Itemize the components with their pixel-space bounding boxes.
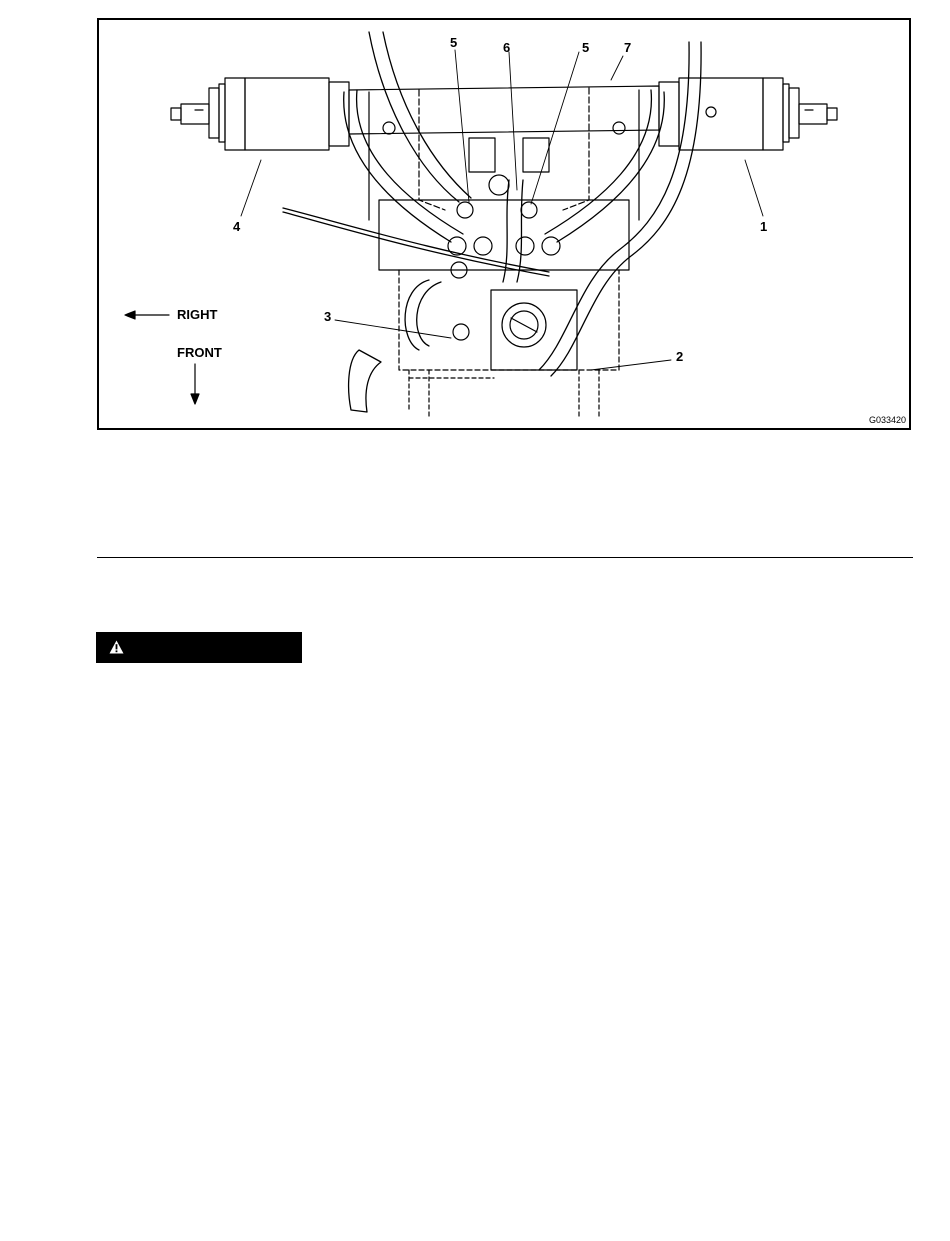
figure-id: G033420 <box>868 415 906 425</box>
callout-7: 7 <box>624 40 632 55</box>
section-divider <box>97 557 913 558</box>
warning-triangle-icon <box>109 640 124 654</box>
warning-header-bar <box>96 632 302 663</box>
hydraulic-hoses <box>283 32 701 412</box>
direction-right-label: RIGHT <box>177 307 218 322</box>
callout-5-left: 5 <box>450 35 458 50</box>
direction-front-label: FRONT <box>177 345 222 360</box>
callout-3: 3 <box>324 309 332 324</box>
hydraulic-diagram-figure <box>97 18 911 430</box>
callout-6: 6 <box>503 40 511 55</box>
callout-4: 4 <box>233 219 241 234</box>
hydraulic-assembly-drawing <box>99 20 909 428</box>
callout-1: 1 <box>760 219 768 234</box>
manifold-body <box>349 86 659 416</box>
callout-5-right: 5 <box>582 40 590 55</box>
left-wheel-motor <box>171 78 349 150</box>
callout-2: 2 <box>676 349 684 364</box>
